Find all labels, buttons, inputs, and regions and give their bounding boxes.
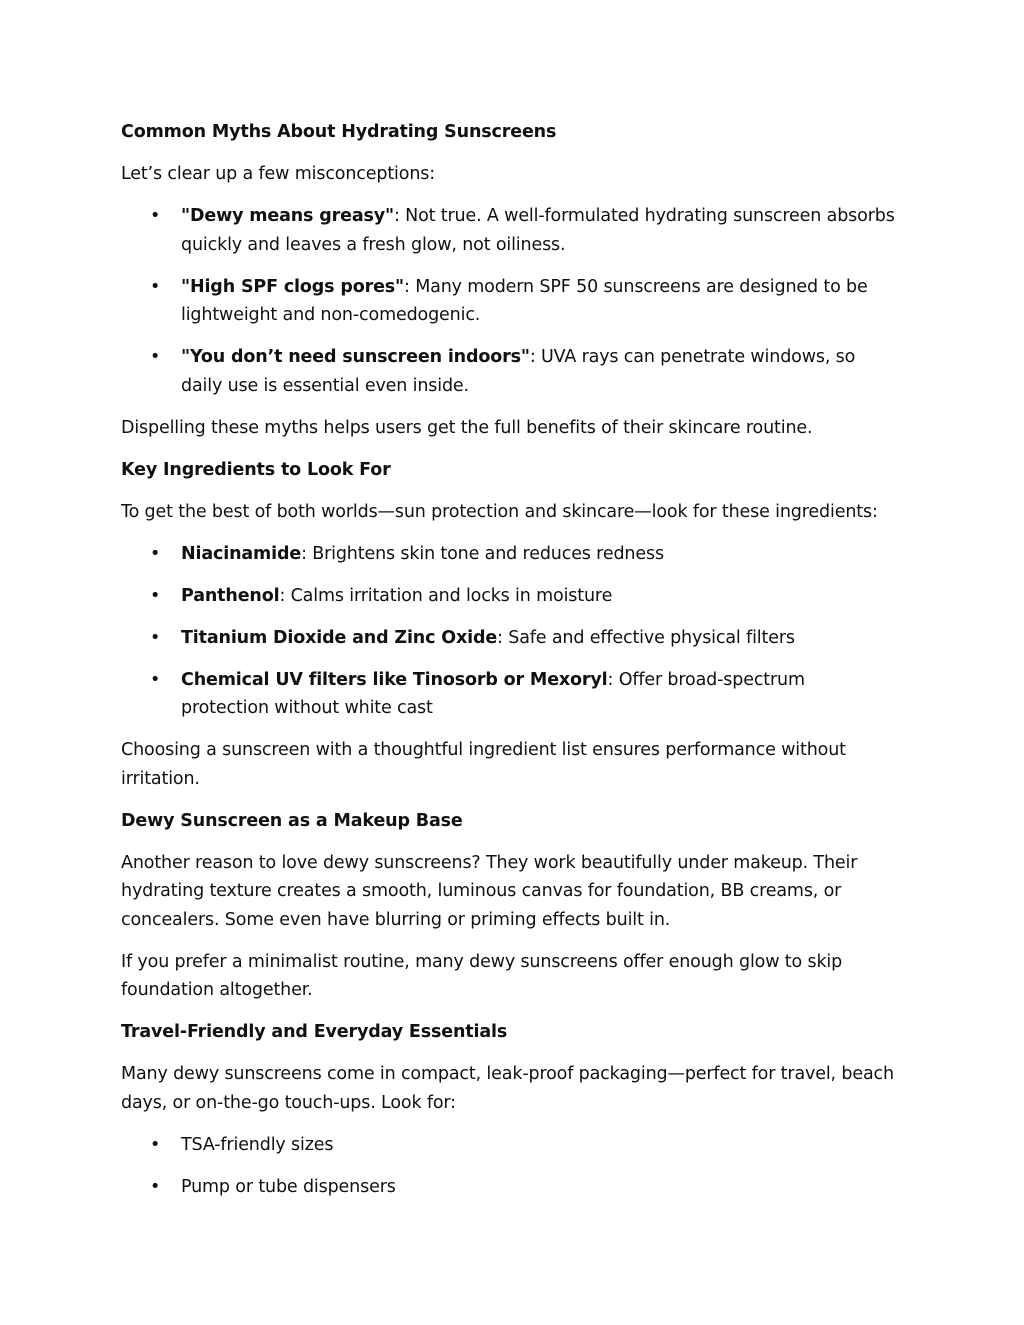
section-intro: Let’s clear up a few misconceptions: <box>121 164 435 184</box>
list-item <box>121 1173 896 1202</box>
list-item-text: : UVA rays can penetrate windows, so daily use is essential even inside. <box>181 347 856 396</box>
section-heading-myths: Common Myths About Hydrating Sunscreens <box>121 122 557 142</box>
list-item-text: Pump or tube dispensers <box>181 1176 396 1197</box>
document-page <box>121 118 896 1215</box>
bullet-icon: • <box>150 627 161 648</box>
list-item <box>121 624 896 653</box>
section-outro: Choosing a sunscreen with a thoughtful ingredient list ensures performance without irritation. <box>121 740 846 789</box>
list-item-term: Chemical UV filters like Tinosorb or Mexoryl <box>181 669 608 690</box>
list-item-text: : Many modern SPF 50 sunscreens are designed to be lightweight and non-comedogenic. <box>181 276 868 325</box>
section-paragraph: If you prefer a minimalist routine, many dewy sunscreens offer enough glow to skip foundation altogether. <box>121 951 843 1000</box>
bullet-icon: • <box>150 1134 161 1155</box>
list-item-term: Titanium Dioxide and Zinc Oxide <box>181 627 498 648</box>
list-item <box>121 273 896 330</box>
list-item <box>121 343 896 400</box>
list-item-text: : Brightens skin tone and reduces redness <box>301 543 664 564</box>
bullet-icon: • <box>150 276 161 297</box>
travel-list <box>121 1131 896 1202</box>
section-paragraph: Another reason to love dewy sunscreens? They work beautifully under makeup. Their hydrating texture creates a smooth, luminous canvas for foundation, BB creams, or concealers. Some even have blurring or priming effects built in. <box>121 852 858 930</box>
list-item-text: : Not true. A well-formulated hydrating sunscreen absorbs quickly and leaves a fresh glow, not oiliness. <box>181 206 895 255</box>
list-item-term: Panthenol <box>181 585 280 606</box>
bullet-icon: • <box>150 206 161 226</box>
list-item <box>121 666 896 723</box>
list-item <box>121 202 896 259</box>
bullet-icon: • <box>150 585 161 606</box>
list-item <box>121 1131 896 1160</box>
section-heading-makeup-base: Dewy Sunscreen as a Makeup Base <box>121 810 463 831</box>
list-item-text: : Safe and effective physical filters <box>497 627 795 648</box>
section-outro: Dispelling these myths helps users get the full benefits of their skincare routine. <box>121 417 813 438</box>
list-item-term: "High SPF clogs pores" <box>181 276 405 297</box>
bullet-icon: • <box>150 543 161 564</box>
bullet-icon: • <box>150 1176 161 1197</box>
list-item <box>121 540 896 569</box>
bullet-icon: • <box>150 669 161 690</box>
list-item-term: "You don’t need sunscreen indoors" <box>181 347 530 367</box>
list-item-text: : Calms irritation and locks in moisture <box>279 585 613 606</box>
ingredients-list <box>121 540 896 723</box>
section-intro: To get the best of both worlds—sun protection and skincare—look for these ingredients: <box>121 501 878 522</box>
list-item-term: "Dewy means greasy" <box>181 206 394 226</box>
list-item-term: Niacinamide <box>181 543 302 564</box>
list-item-text: : Offer broad-spectrum protection without white cast <box>181 669 805 718</box>
list-item <box>121 582 896 611</box>
section-heading-ingredients: Key Ingredients to Look For <box>121 459 391 480</box>
list-item-text: TSA-friendly sizes <box>181 1134 334 1155</box>
myths-list <box>121 202 896 400</box>
section-heading-travel: Travel-Friendly and Everyday Essentials <box>121 1022 508 1042</box>
bullet-icon: • <box>150 347 161 367</box>
section-intro: Many dewy sunscreens come in compact, leak-proof packaging—perfect for travel, beach days, or on-the-go touch-ups. Look for: <box>121 1064 894 1113</box>
